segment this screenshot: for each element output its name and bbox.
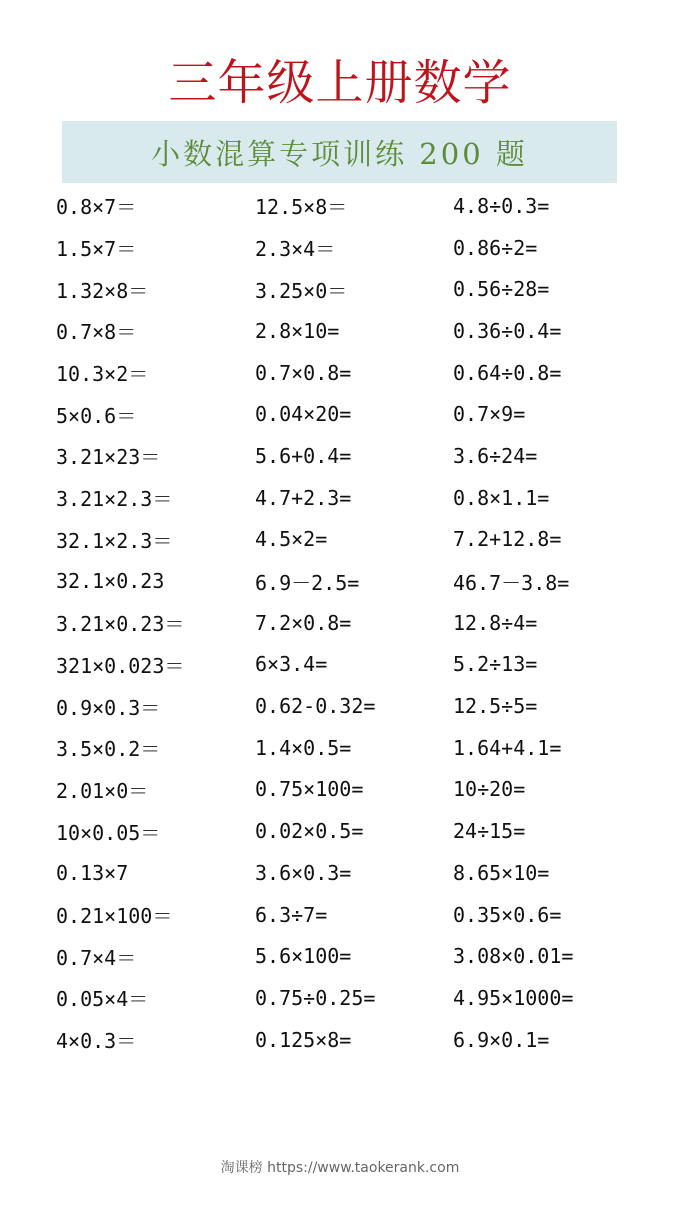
problem-cell: 1.4×0.5= — [255, 735, 352, 760]
problem-cell: 6.9－2.5= — [255, 570, 360, 595]
problem-cell: 3.6÷24= — [453, 443, 538, 468]
subtitle: 小数混算专项训练 200 题 — [151, 136, 528, 171]
problem-cell: 10.3×2＝ — [56, 362, 149, 387]
problem-cell: 1.32×8＝ — [56, 278, 149, 303]
problem-cell: 0.125×8= — [255, 1027, 352, 1052]
problem-cell: 3.21×23＝ — [56, 445, 161, 470]
subtitle-banner — [62, 121, 617, 183]
problem-cell: 0.02×0.5= — [255, 819, 364, 844]
problem-row — [56, 560, 656, 602]
problem-row — [56, 852, 656, 894]
problem-row — [56, 769, 656, 811]
problem-row — [56, 685, 656, 727]
problem-cell: 1.5×7＝ — [56, 237, 137, 262]
problem-cell: 4.95×1000= — [453, 985, 574, 1010]
problem-cell: 10×0.05＝ — [56, 820, 161, 845]
problem-cell: 5.6+0.4= — [255, 443, 352, 468]
problem-cell: 3.08×0.01= — [453, 944, 574, 969]
problem-cell: 0.7×8＝ — [56, 320, 137, 345]
problem-row — [56, 810, 656, 852]
problem-row — [56, 602, 656, 644]
problem-cell: 3.5×0.2＝ — [56, 737, 161, 762]
problem-row — [56, 935, 656, 977]
problem-cell: 0.56÷28= — [453, 277, 550, 302]
page-title: 三年级上册数学 — [168, 55, 512, 111]
problem-cell: 7.2×0.8= — [255, 610, 352, 635]
problem-cell: 0.35×0.6= — [453, 902, 562, 927]
problem-cell: 24÷15= — [453, 819, 526, 844]
problem-grid — [56, 185, 656, 1060]
problem-cell: 46.7－3.8= — [453, 570, 570, 595]
problem-cell: 6.3÷7= — [255, 902, 328, 927]
problem-row — [56, 1019, 656, 1061]
problem-cell: 0.8×7＝ — [56, 195, 137, 220]
footer-link[interactable]: 淘课榜 https://www.taokerank.com — [220, 1160, 460, 1176]
problem-row — [56, 727, 656, 769]
problem-cell: 5×0.6＝ — [56, 403, 137, 428]
problem-cell: 0.13×7 — [56, 860, 129, 885]
problem-cell: 7.2+12.8= — [453, 527, 562, 552]
problem-row — [56, 977, 656, 1019]
problem-row — [56, 352, 656, 394]
problem-row — [56, 435, 656, 477]
problem-cell: 32.1×0.23 — [56, 569, 165, 594]
problem-cell: 3.21×0.23＝ — [56, 612, 185, 637]
problem-row — [56, 393, 656, 435]
problem-cell: 0.9×0.3＝ — [56, 695, 161, 720]
problem-row — [56, 227, 656, 269]
problem-cell: 2.01×0＝ — [56, 778, 149, 803]
problem-cell: 0.64÷0.8= — [453, 360, 562, 385]
problem-cell: 4.8÷0.3= — [453, 193, 550, 218]
problem-cell: 0.04×20= — [255, 402, 352, 427]
problem-cell: 1.64+4.1= — [453, 735, 562, 760]
problem-cell: 12.5÷5= — [453, 694, 538, 719]
problem-cell: 6.9×0.1= — [453, 1027, 550, 1052]
problem-cell: 0.36÷0.4= — [453, 318, 562, 343]
problem-row — [56, 644, 656, 686]
problem-cell: 12.8÷4= — [453, 610, 538, 635]
problem-cell: 4.5×2= — [255, 527, 328, 552]
problem-cell: 0.75×100= — [255, 777, 364, 802]
problem-cell: 3.21×2.3＝ — [56, 487, 173, 512]
problem-row — [56, 519, 656, 561]
problem-cell: 2.3×4＝ — [255, 237, 336, 262]
problem-cell: 4×0.3＝ — [56, 1029, 137, 1054]
problem-cell: 3.6×0.3= — [255, 860, 352, 885]
problem-row — [56, 894, 656, 936]
problem-cell: 0.05×4＝ — [56, 987, 149, 1012]
problem-row — [56, 310, 656, 352]
problem-cell: 0.7×4＝ — [56, 945, 137, 970]
problem-cell: 8.65×10= — [453, 860, 550, 885]
problem-cell: 0.7×0.8= — [255, 360, 352, 385]
problem-cell: 0.86÷2= — [453, 235, 538, 260]
problem-cell: 321×0.023＝ — [56, 653, 185, 678]
problem-cell: 6×3.4= — [255, 652, 328, 677]
problem-cell: 12.5×8＝ — [255, 195, 348, 220]
problem-cell: 5.2÷13= — [453, 652, 538, 677]
problem-row — [56, 185, 656, 227]
problem-cell: 0.62-0.32= — [255, 694, 376, 719]
problem-cell: 5.6×100= — [255, 944, 352, 969]
problem-cell: 0.21×100＝ — [56, 904, 173, 929]
problem-row — [56, 268, 656, 310]
problem-cell: 0.75÷0.25= — [255, 985, 376, 1010]
problem-cell: 32.1×2.3＝ — [56, 528, 173, 553]
problem-cell: 0.7×9= — [453, 402, 526, 427]
problem-cell: 10÷20= — [453, 777, 526, 802]
problem-cell: 3.25×0＝ — [255, 278, 348, 303]
problem-row — [56, 477, 656, 519]
problem-cell: 0.8×1.1= — [453, 485, 550, 510]
problem-cell: 4.7+2.3= — [255, 485, 352, 510]
problem-cell: 2.8×10= — [255, 318, 340, 343]
